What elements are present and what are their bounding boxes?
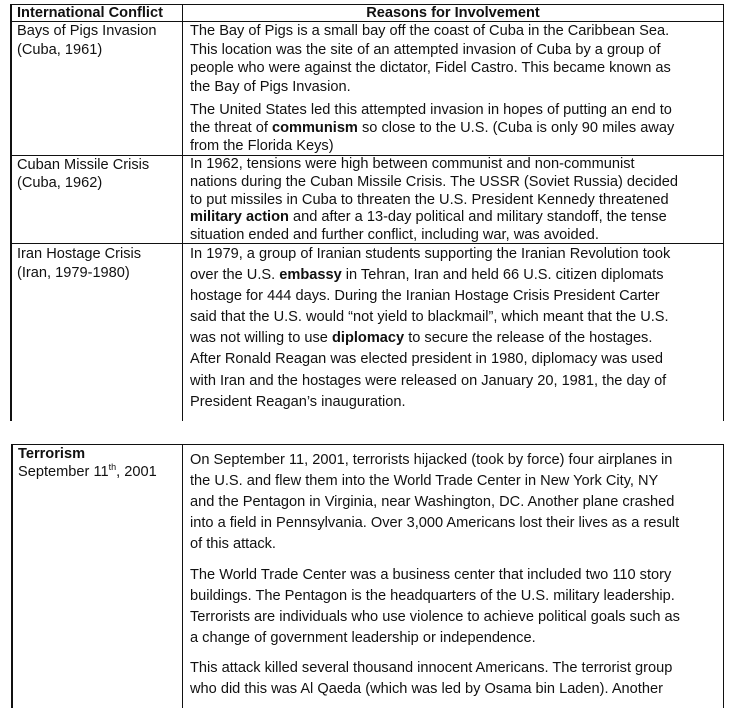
text-segment: nations during the Cuban Missile Crisis. The USSR (Soviet Russia) decided — [190, 173, 679, 190]
text-segment: On September 11, 2001, terrorists hijacked (took by force) four airplanes in — [190, 452, 673, 468]
reason-paragraph — [190, 22, 671, 97]
text-line — [190, 307, 670, 328]
text-segment: and the Pentagon in Virginia, near Washington, DC. Another plane crashed — [190, 494, 675, 511]
text-segment: in Tehran, Iran and held 66 U.S. citizen diplomats — [341, 267, 664, 284]
text-line — [190, 450, 679, 471]
text-line — [190, 628, 680, 649]
text-segment: In 1979, a group of Iranian students supporting the Iranian Revolution took — [190, 246, 671, 262]
text-line — [190, 471, 679, 492]
table1-right-border — [723, 4, 724, 421]
text-segment: said that the U.S. would “not yield to blackmail”, which meant that the U.S. — [190, 309, 669, 326]
text-line — [190, 492, 679, 513]
text-segment: After Ronald Reagan was elected president in 1980, diplomacy was used — [190, 351, 663, 368]
text-line — [190, 513, 679, 534]
text-segment: over the U.S. — [190, 267, 280, 284]
header-reasons-for-involvement: Reasons for Involvement — [366, 5, 540, 21]
text-line — [190, 349, 670, 370]
text-line — [190, 156, 678, 174]
text-line — [190, 138, 674, 156]
text-line — [190, 120, 674, 138]
text-line — [190, 41, 671, 60]
text-segment: the U.S. and flew them into the World Trade Center in New York City, NY — [190, 473, 659, 490]
table2-left-border — [11, 444, 13, 708]
conflict-name: Cuban Missile Crisis — [17, 157, 150, 173]
text-segment: was not willing to use — [190, 330, 332, 347]
text-segment: the threat of — [190, 119, 272, 136]
text-line — [190, 59, 671, 78]
text-line — [190, 192, 678, 210]
text-segment: The Bay of Pigs is a small bay off the coast of Cuba in the Caribbean Sea. — [190, 23, 670, 39]
text-segment: President Reagan’s inauguration. — [190, 393, 406, 410]
text-line — [190, 607, 680, 628]
bold-term: embassy — [279, 267, 342, 284]
table1-left-border — [10, 4, 12, 421]
text-line — [190, 371, 670, 392]
bold-term: communism — [271, 119, 358, 136]
conflict-terrorism — [18, 445, 157, 481]
text-segment: This location was the site of an attempted invasion of Cuba by a group of — [190, 41, 661, 58]
conflict-date — [18, 463, 157, 481]
table2-right-border — [723, 444, 724, 708]
text-segment: so close to the U.S. (Cuba is only 90 miles away — [357, 119, 675, 136]
conflict-name: Terrorism — [18, 446, 86, 462]
bold-term: military action — [190, 209, 289, 226]
table2-column-divider — [182, 444, 183, 708]
text-line — [190, 174, 678, 192]
text-line — [190, 392, 670, 413]
date-text: September 11 — [18, 464, 109, 480]
reason-paragraph — [190, 244, 670, 413]
text-segment: of this attack. — [190, 536, 276, 553]
text-segment: In 1962, tensions were high between communist and non-communist — [190, 156, 635, 172]
text-line — [190, 209, 678, 227]
text-line — [190, 586, 680, 607]
conflict-place-date: (Cuba, 1962) — [17, 175, 103, 191]
text-line — [190, 78, 671, 97]
text-segment: the Bay of Pigs Invasion. — [190, 79, 351, 96]
text-line — [190, 565, 680, 586]
text-segment: into a field in Pennsylvania. Over 3,000 Americans lost their lives as a result — [190, 515, 680, 532]
text-segment: a change of government leadership or independence. — [190, 630, 536, 646]
text-segment: buildings. The Pentagon is the headquarters of the U.S. military leadership. — [190, 588, 675, 604]
reason-paragraph — [190, 565, 680, 649]
date-year: , 2001 — [116, 464, 157, 480]
conflict-bay-of-pigs — [17, 22, 157, 60]
text-segment: who did this was Al Qaeda (which was led by Osama bin Laden). Another — [190, 681, 663, 697]
text-line — [190, 328, 670, 349]
text-segment: situation ended and further conflict, including war, was avoided. — [190, 227, 599, 244]
text-line — [190, 534, 679, 555]
conflict-place-date: (Cuba, 1961) — [17, 42, 103, 58]
text-line — [190, 679, 672, 700]
text-segment: people who were against the dictator, Fidel Castro. This became known as — [190, 60, 671, 77]
header-international-conflict: International Conflict — [17, 5, 163, 21]
text-segment: with Iran and the hostages were released on January 20, 1981, the day of — [190, 372, 667, 389]
reason-paragraph — [190, 658, 672, 700]
conflict-iran-hostage-crisis — [17, 245, 141, 283]
reason-paragraph — [190, 450, 679, 555]
table1-column-divider — [182, 4, 183, 421]
date-suffix: th — [108, 462, 117, 472]
text-segment: Terrorists are individuals who use violence to achieve political goals such as — [190, 609, 680, 625]
text-segment: The United States led this attempted invasion in hopes of putting an end to — [190, 102, 672, 118]
text-segment: from the Florida Keys) — [190, 137, 334, 154]
conflict-place-date: (Iran, 1979-1980) — [17, 265, 130, 281]
text-segment: and after a 13-day political and military standoff, the tense — [288, 209, 667, 226]
text-line — [190, 244, 670, 265]
reason-paragraph — [190, 156, 678, 245]
text-line — [190, 227, 678, 245]
conflict-name: Bays of Pigs Invasion — [17, 23, 157, 39]
text-segment: to secure the release of the hostages. — [404, 330, 653, 347]
text-line — [190, 22, 671, 41]
text-line — [190, 658, 672, 679]
conflict-name: Iran Hostage Crisis — [17, 246, 142, 262]
text-line — [190, 102, 674, 120]
reason-paragraph — [190, 102, 674, 155]
conflict-cuban-missile-crisis — [17, 156, 149, 192]
text-line — [190, 286, 670, 307]
text-segment: hostage for 444 days. During the Iranian Hostage Crisis President Carter — [190, 288, 660, 305]
text-line — [190, 265, 670, 286]
text-segment: This attack killed several thousand innocent Americans. The terrorist group — [190, 660, 673, 676]
bold-term: diplomacy — [331, 330, 405, 347]
text-segment: The World Trade Center was a business center that included two 110 story — [190, 567, 672, 583]
text-segment: to put missiles in Cuba to threaten the U.S. President Kennedy threatened — [190, 191, 669, 208]
